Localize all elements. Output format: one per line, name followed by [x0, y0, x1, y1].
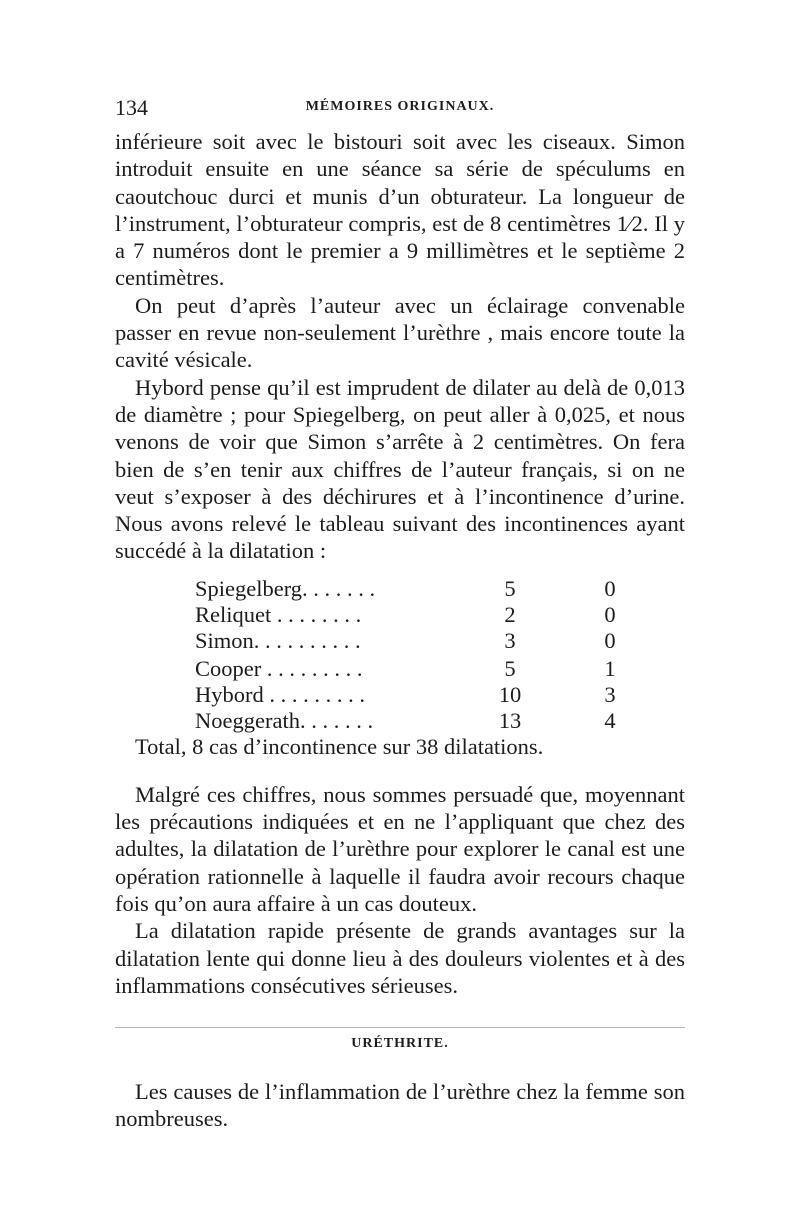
incontinences-count: 0 — [604, 601, 616, 627]
page-number: 134 — [115, 95, 148, 120]
section-divider — [115, 1027, 685, 1028]
incontinences-count: 0 — [604, 575, 616, 601]
author-name: Simon. . . . . . . . . . — [195, 627, 361, 653]
dilatations-count: 2 — [504, 601, 516, 627]
incontinences-count: 4 — [604, 707, 616, 733]
spacer — [115, 759, 685, 781]
author-name: Cooper . . . . . . . . . — [195, 655, 363, 681]
paragraph: Hybord pense qu’il est imprudent de dilater au delà de 0,013 de diamètre ; pour Spiegelberg, on peut aller à 0,025, et nous venons de voir que Simon s’arrête à 2 centimètres. On fera bien de s’en tenir aux chiffres de l’auteur français, si on ne veut s’exposer à des déchirures et à l’incontinence d’urine. Nous avons relevé le tableau suivant des incontinences ayant succédé à la dilatation : — [115, 374, 685, 564]
dilatations-count: 3 — [504, 627, 516, 653]
section-title: URÉTHRITE. — [351, 1036, 449, 1052]
table-row — [195, 707, 625, 731]
dilatations-count: 5 — [504, 575, 516, 601]
incontinences-count: 0 — [604, 627, 616, 653]
incontinences-count: 1 — [604, 655, 616, 681]
page-header — [115, 95, 685, 125]
paragraph-continuation: inférieure soit avec le bistouri soit avec les ciseaux. Simon introduit ensuite en une séance sa série de spéculums en caoutchouc durci et munis d’un obturateur. La longueur de l’instrument, l’obturateur compris, est de 8 centimètres 1⁄2. Il y a 7 numéros dont le premier a 9 millimètres et le septième 2 centimètres. — [115, 129, 685, 291]
dilatations-count: 5 — [504, 655, 516, 681]
table-row — [195, 575, 625, 599]
table-total: Total, 8 cas d’incontinence sur 38 dilatations. — [135, 733, 544, 759]
author-name: Reliquet . . . . . . . . — [195, 601, 362, 627]
table-row — [195, 655, 625, 679]
paragraph: On peut d’après l’auteur avec un éclairage convenable passer en revue non-seulement l’urèthre , mais encore toute la cavité vésicale. — [115, 292, 685, 373]
table-row — [195, 681, 625, 705]
dilatations-count: 10 — [498, 681, 522, 707]
body-text — [115, 128, 685, 1133]
table-row — [195, 601, 625, 625]
author-name: Spiegelberg. . . . . . . — [195, 575, 376, 601]
paragraph: Malgré ces chiffres, nous sommes persuadé que, moyennant les précautions indiquées et en ne l’appliquant que chez des adultes, la dilatation de l’urèthre pour explorer le canal est une opération rationnelle à laquelle il faudra avoir recours chaque fois qu’on aura affaire à un cas douteux. — [115, 781, 685, 916]
incontinence-table — [115, 575, 685, 735]
author-name: Hybord . . . . . . . . . — [195, 681, 365, 707]
paragraph: La dilatation rapide présente de grands avantages sur la dilatation lente qui donne lieu à des douleurs violentes et à des inflammations consécutives sérieuses. — [115, 918, 685, 998]
incontinences-count: 3 — [604, 681, 616, 707]
table-row — [195, 627, 625, 651]
dilatations-count: 13 — [498, 707, 522, 733]
running-head: MÉMOIRES ORIGINAUX. — [305, 99, 495, 114]
paragraph: Les causes de l’inflammation de l’urèthre chez la femme son nombreuses. — [115, 1079, 685, 1132]
author-name: Noeggerath. . . . . . . — [195, 707, 374, 733]
